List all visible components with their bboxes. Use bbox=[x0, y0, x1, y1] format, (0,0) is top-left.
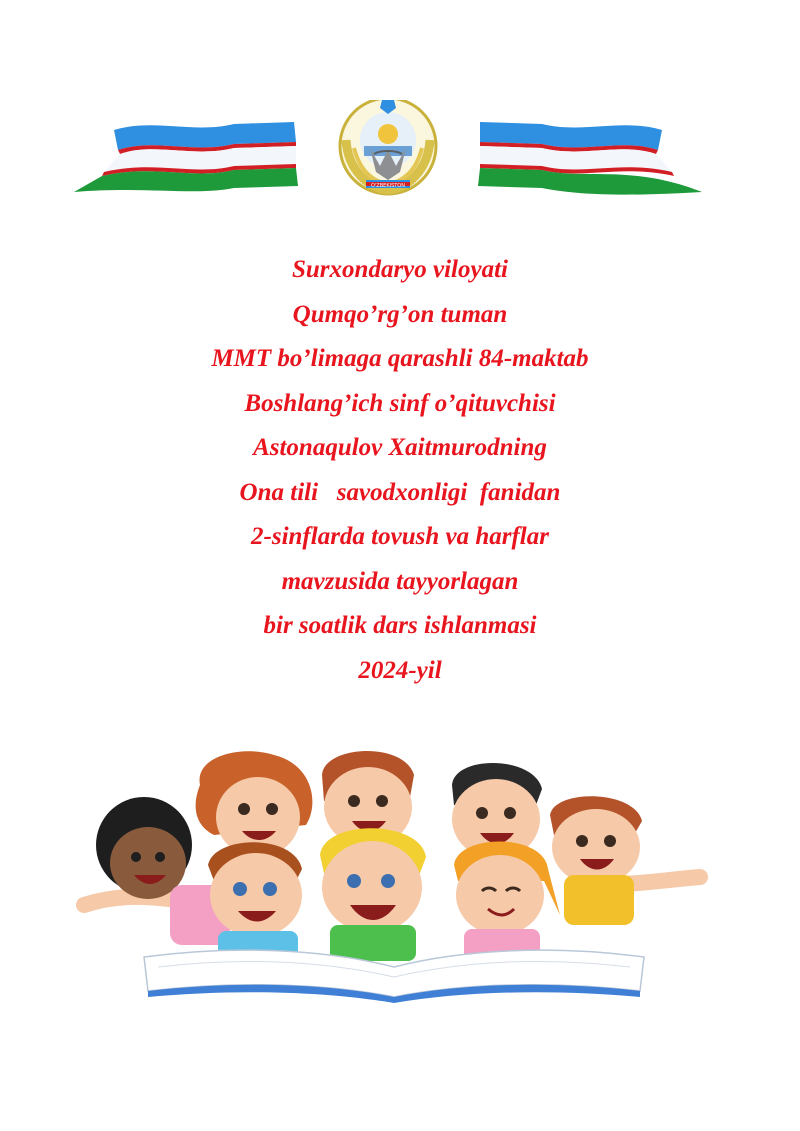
lesson-plan-line: bir soatlik dars ishlanmasi bbox=[263, 612, 537, 639]
flag-ribbon-right bbox=[478, 122, 702, 195]
district-line: Qumqo’rg’on tuman bbox=[292, 300, 508, 328]
year-line: 2024-yil bbox=[358, 656, 442, 684]
emblem-banner bbox=[74, 100, 702, 196]
prepared-line: mavzusida tayyorlagan bbox=[281, 567, 519, 595]
title-block bbox=[0, 248, 800, 693]
emblem-motto: O'ZBEKISTON bbox=[371, 183, 405, 189]
state-emblem bbox=[340, 100, 436, 194]
child-front-2 bbox=[320, 828, 426, 961]
child-front-3 bbox=[454, 841, 560, 961]
children-reading-book-icon bbox=[74, 745, 714, 1005]
region-line: Surxondaryo viloyati bbox=[292, 256, 508, 283]
child-back-1 bbox=[196, 751, 313, 857]
position-line: Boshlang’ich sinf o’qituvchisi bbox=[244, 389, 556, 417]
uzbekistan-emblem-icon bbox=[74, 100, 702, 196]
school-line: MMT bo’limaga qarashli 84-maktab bbox=[211, 345, 589, 372]
children-illustration bbox=[74, 745, 714, 1005]
subject-line: Ona tili savodxonligi fanidan bbox=[239, 478, 561, 506]
teacher-name-line: Astonaqulov Xaitmurodning bbox=[253, 434, 547, 461]
child-back-4 bbox=[550, 796, 642, 925]
child-front-1 bbox=[208, 842, 302, 961]
flag-ribbon-left bbox=[74, 122, 298, 192]
topic-line: 2-sinflarda tovush va harflar bbox=[251, 523, 549, 550]
